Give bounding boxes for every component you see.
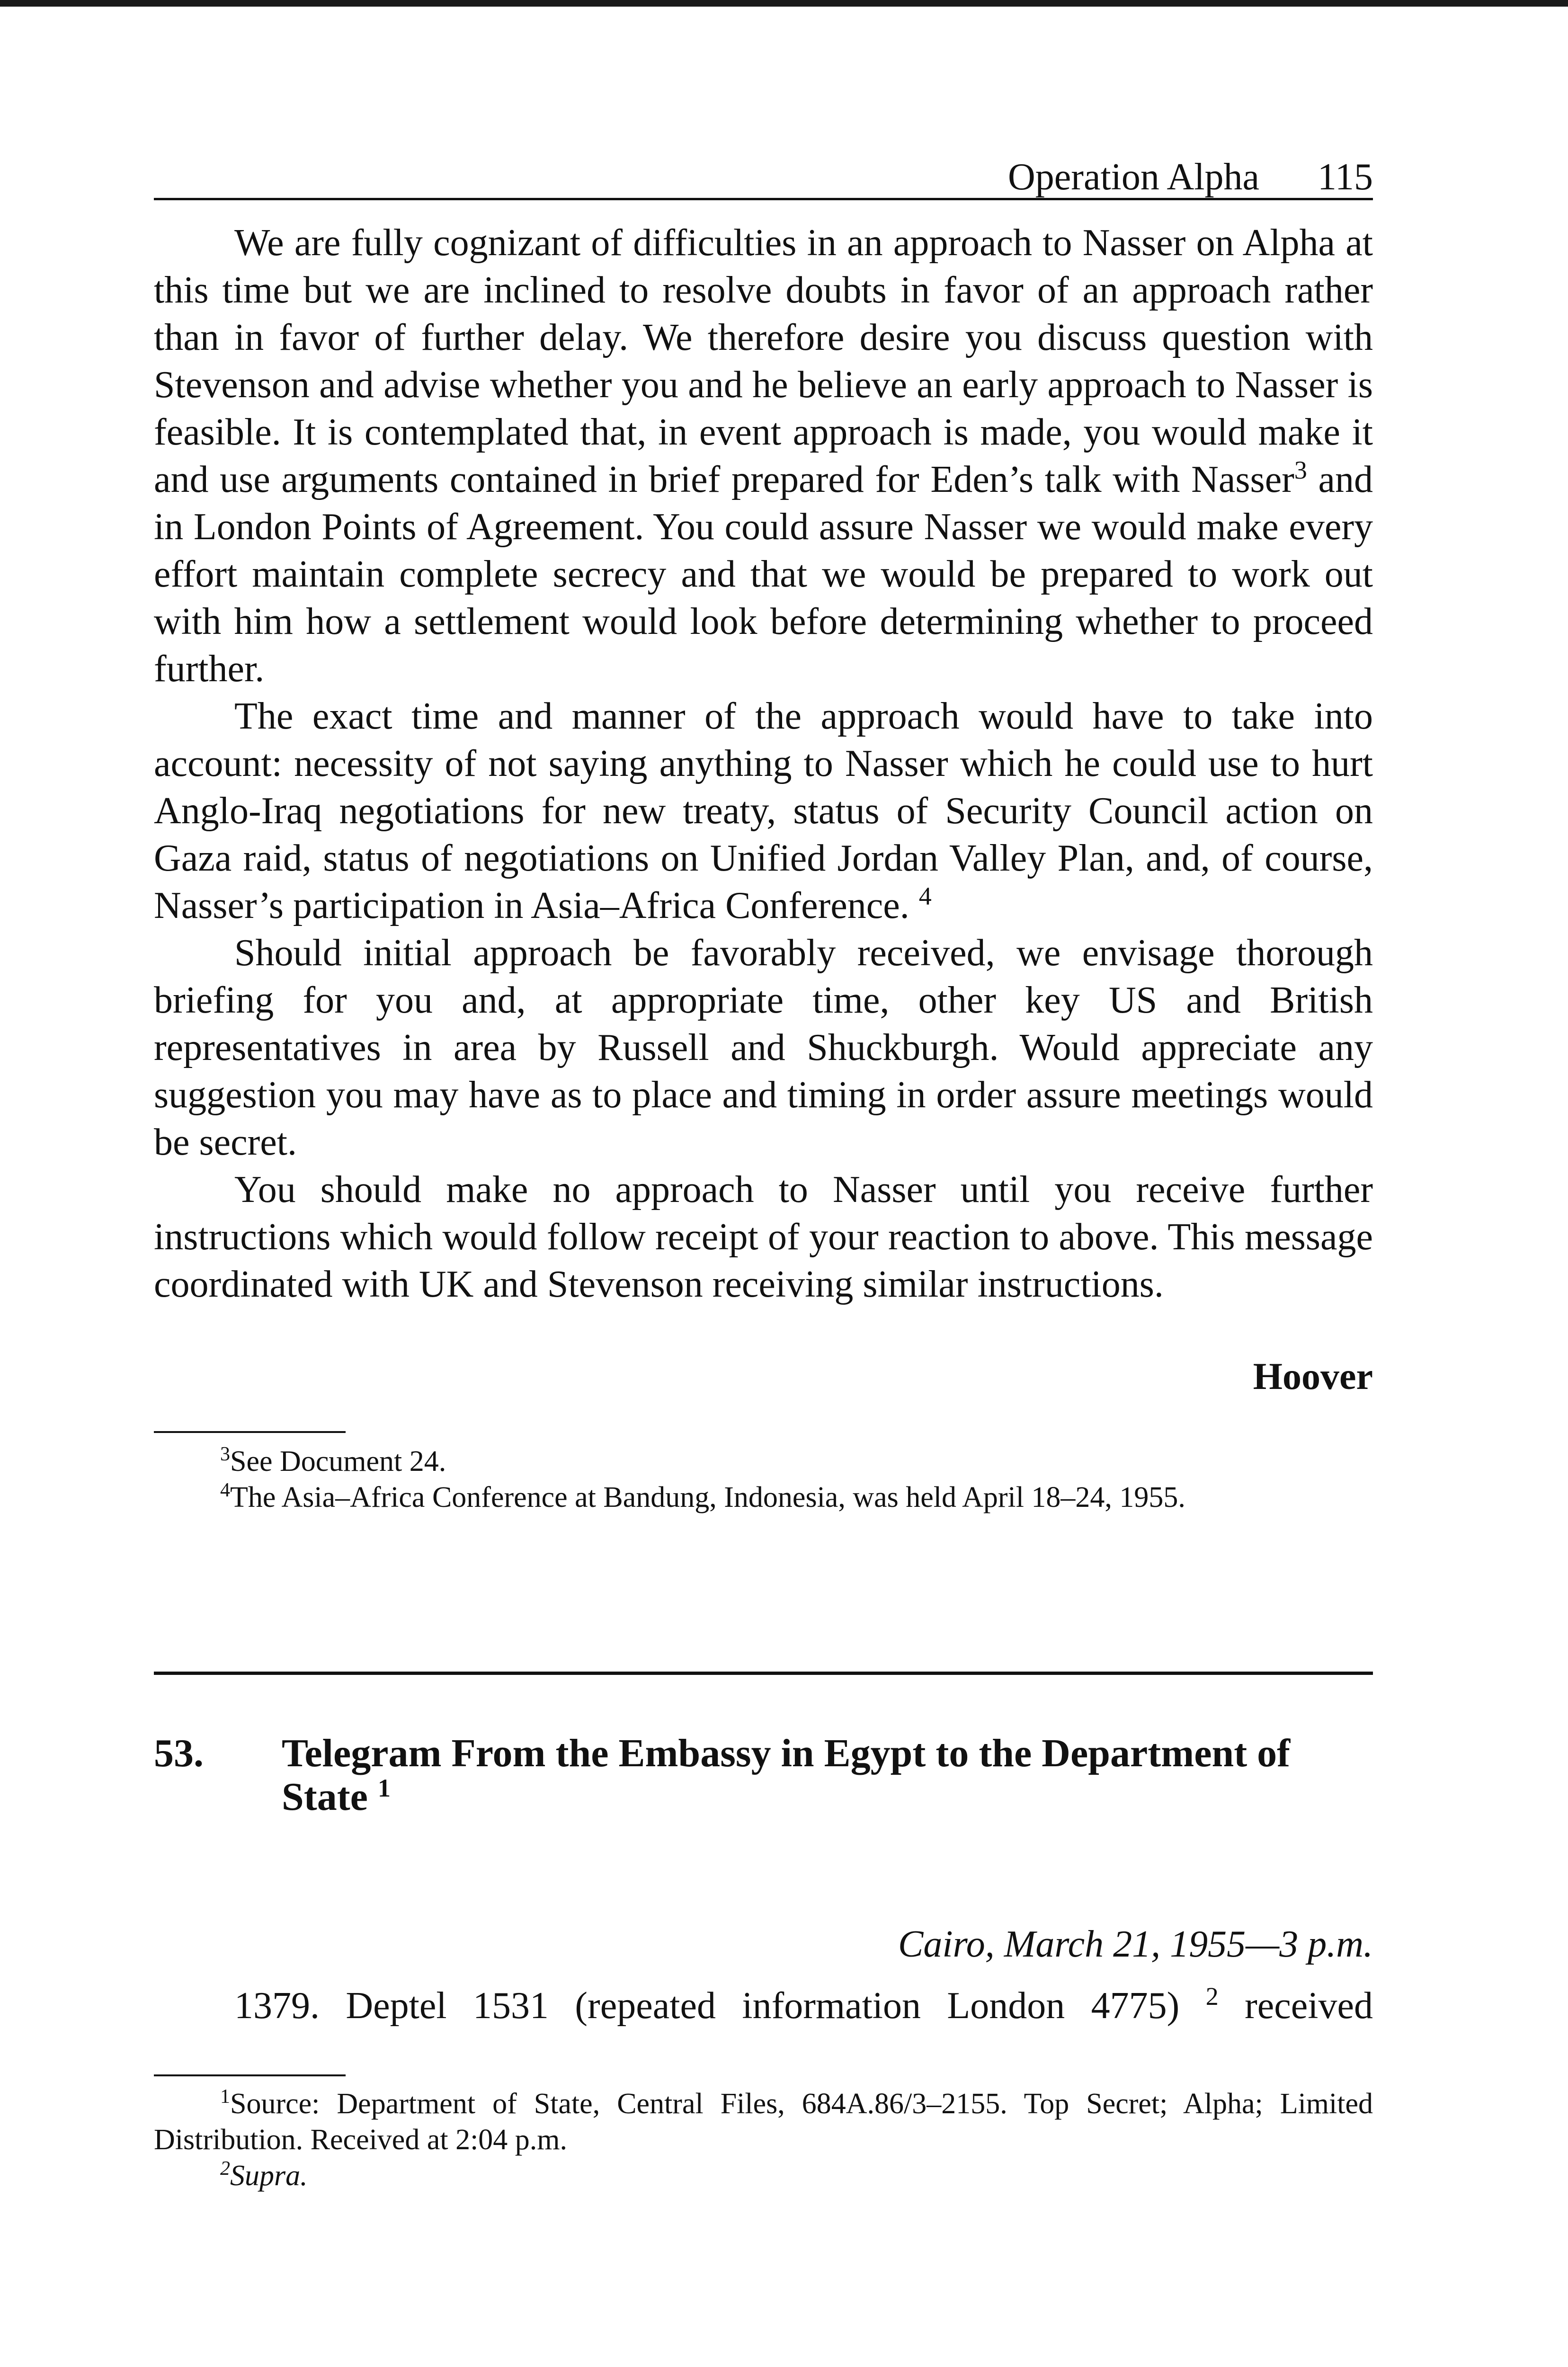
message-text-continued: received xyxy=(1218,1985,1373,2027)
footnote-number: 1 xyxy=(220,2086,230,2108)
footnote xyxy=(154,2086,1373,2158)
footnote-divider xyxy=(154,1431,346,1433)
top-edge-rule xyxy=(0,0,1568,7)
document-title xyxy=(282,1732,1373,1819)
footnote-number: 4 xyxy=(220,1479,230,1501)
document-heading xyxy=(154,1732,1373,1819)
footnote-text: Source: Department of State, Central Files, 684A.86/3–2155. Top Secret; Alpha; Limited Distribution. Received at 2:04 p.m. xyxy=(154,2088,1373,2156)
paragraph xyxy=(154,929,1373,1166)
footnote-text: See Document 24. xyxy=(230,1445,446,1477)
paragraph xyxy=(154,693,1373,929)
document-number: 53. xyxy=(154,1731,204,1775)
footnote-text: The Asia–Africa Conference at Bandung, Indonesia, was held April 18–24, 1955. xyxy=(230,1481,1185,1513)
section-divider xyxy=(154,1672,1373,1675)
footnote xyxy=(154,2158,1373,2194)
running-head xyxy=(154,142,1373,200)
signature: Hoover xyxy=(1253,1356,1373,1397)
paragraph-text: You should make no approach to Nasser until you receive further instructions which would follow receipt of your reaction to above. This message coordinated with UK and Stevenson receiving similar instructions. xyxy=(154,1169,1373,1305)
message-text: 1379. Deptel 1531 (repeated information London 4775) xyxy=(234,1985,1180,2027)
paragraph-text: The exact time and manner of the approach would have to take into account: necessity of not saying anything to Nasser which he could use to hurt Anglo-Iraq negotiations for new treaty, status of Security Council action on Gaza raid, status of negotiations on Unified Jordan Valley Plan, and, of course, Nasser’s participation in Asia–Africa Conference. xyxy=(154,695,1373,926)
footnote xyxy=(154,1443,1373,1479)
document-title-text: Telegram From the Embassy in Egypt to the Department of State xyxy=(282,1731,1291,1819)
paragraph-text-continued: and in London Points of Agreement. You could assure Nasser we would make every effort maintain complete secrecy and that we would be prepared to work out with him how a settlement would look before determining whether to proceed further. xyxy=(154,459,1373,690)
footnote-reference: 4 xyxy=(918,882,932,910)
paragraph xyxy=(154,1166,1373,1308)
document-page xyxy=(154,142,1373,2194)
footnote-reference: 2 xyxy=(1205,1982,1219,2011)
paragraph xyxy=(154,219,1373,693)
footnote-number: 3 xyxy=(220,1443,230,1465)
message-opening xyxy=(154,1982,1373,2029)
paragraph-text: We are fully cognizant of difficulties in an approach to Nasser on Alpha at this time but we are inclined to resolve doubts in favor of an approach rather than in favor of further delay. We therefore desire you discuss question with Stevenson and advise whether you and he believe an early approach to Nasser is feasible. It is contemplated that, in event approach is made, you would make it and use arguments contained in brief prepared for Eden’s talk with Nasser xyxy=(154,222,1373,500)
footnote-reference: 3 xyxy=(1294,456,1307,484)
footnotes xyxy=(154,1443,1373,1515)
paragraph-text: Should initial approach be favorably received, we envisage thorough briefing for you and, at appropriate time, other key US and British representatives in area by Russell and Shuckburgh. Would appreciate any suggestion you may have as to place and timing in order assure meetings would be secret. xyxy=(154,932,1373,1163)
footnote-text: Supra. xyxy=(230,2160,308,2192)
footnote xyxy=(154,1479,1373,1515)
footnote-number: 2 xyxy=(220,2158,230,2180)
page-number: 115 xyxy=(1317,156,1373,198)
footnote-divider xyxy=(154,2074,346,2076)
continued-message-body xyxy=(154,219,1373,1308)
running-head-title: Operation Alpha xyxy=(1008,156,1259,198)
footnote-reference: 1 xyxy=(377,1774,391,1802)
footnotes xyxy=(154,2086,1373,2194)
dateline: Cairo, March 21, 1955—3 p.m. xyxy=(898,1923,1373,1965)
